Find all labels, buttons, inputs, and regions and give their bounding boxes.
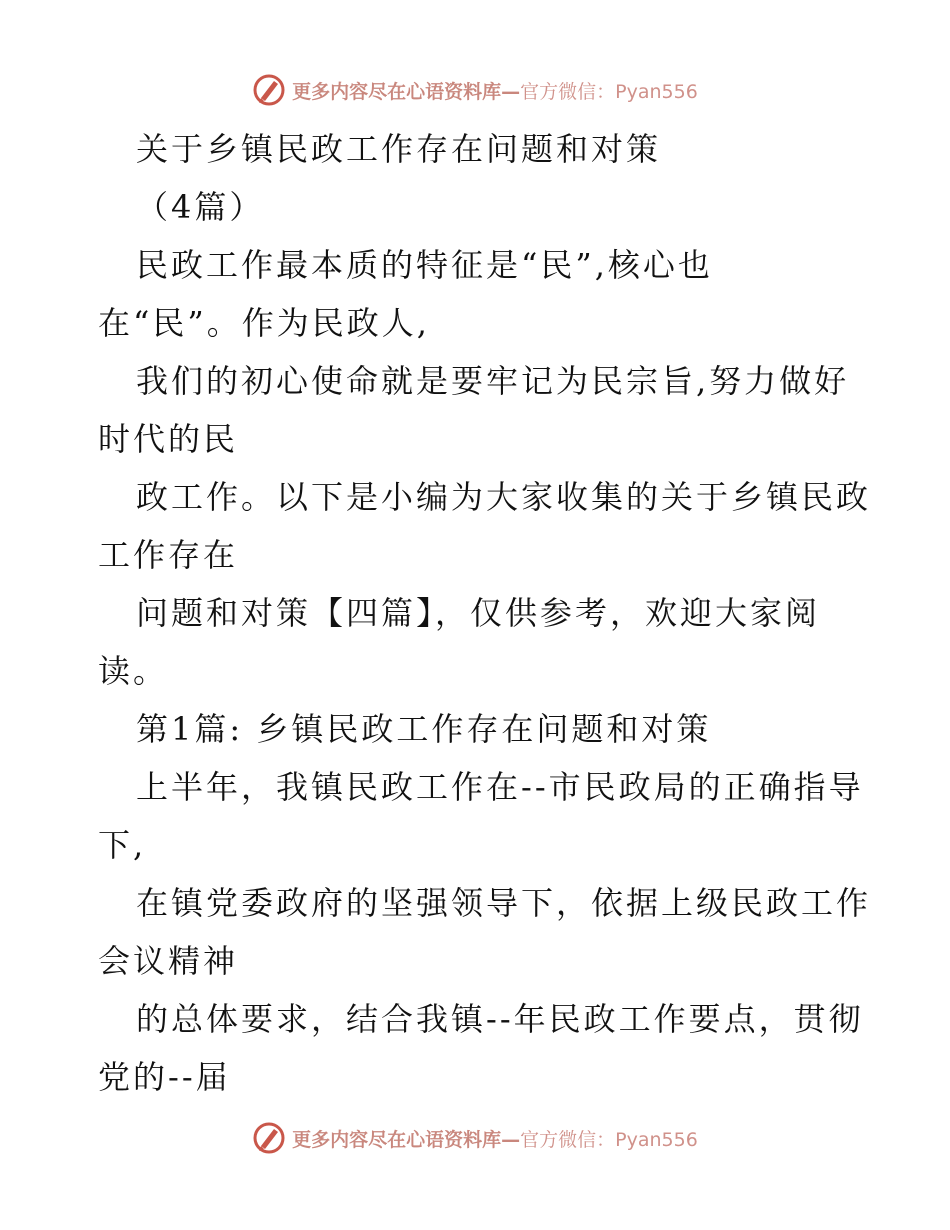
paragraph-line: 问题和对策【四篇】，仅供参考，欢迎大家阅 bbox=[136, 594, 821, 632]
header-banner-wechat: 官方微信：Pyan556 bbox=[520, 80, 698, 103]
document-body bbox=[98, 120, 872, 1106]
paragraph-line: 党的--届 bbox=[98, 1058, 231, 1096]
paragraph-line: 在镇党委政府的坚强领导下，依据上级民政工作 bbox=[136, 884, 872, 922]
footer-banner-text bbox=[292, 1125, 698, 1152]
paragraph-line: 上半年，我镇民政工作在--市民政局的正确指导 bbox=[136, 768, 864, 806]
paragraph-line: 会议精神 bbox=[98, 942, 239, 980]
paragraph-line: 读。 bbox=[98, 652, 169, 690]
pen-logo-icon bbox=[252, 73, 286, 107]
header-banner-text bbox=[292, 77, 698, 104]
footer-banner bbox=[0, 1118, 950, 1158]
footer-banner-title: 更多内容尽在心语资料库— bbox=[292, 1128, 521, 1151]
paragraph-line: 政工作。以下是小编为大家收集的关于乡镇民政 bbox=[136, 478, 872, 516]
paragraph-line: 下, bbox=[98, 826, 147, 864]
paragraph-line: 时代的民 bbox=[98, 420, 239, 458]
section-heading: 第1篇: 乡镇民政工作存在问题和对策 bbox=[136, 710, 712, 748]
document-title: 关于乡镇民政工作存在问题和对策 bbox=[136, 130, 662, 168]
footer-banner-wechat: 官方微信：Pyan556 bbox=[520, 1128, 698, 1151]
pen-logo-icon bbox=[252, 1121, 286, 1155]
paragraph-line: 工作存在 bbox=[98, 536, 239, 574]
paragraph-line: 我们的初心使命就是要牢记为民宗旨,努力做好 bbox=[136, 362, 850, 400]
paragraph-line: 的总体要求，结合我镇--年民政工作要点，贯彻 bbox=[136, 1000, 864, 1038]
header-banner bbox=[0, 70, 950, 110]
document-subtitle: （4篇） bbox=[136, 188, 265, 226]
paragraph-line: 在“民”。作为民政人, bbox=[98, 304, 430, 342]
paragraph-line: 民政工作最本质的特征是“民”,核心也 bbox=[136, 246, 713, 284]
header-banner-title: 更多内容尽在心语资料库— bbox=[292, 80, 521, 103]
